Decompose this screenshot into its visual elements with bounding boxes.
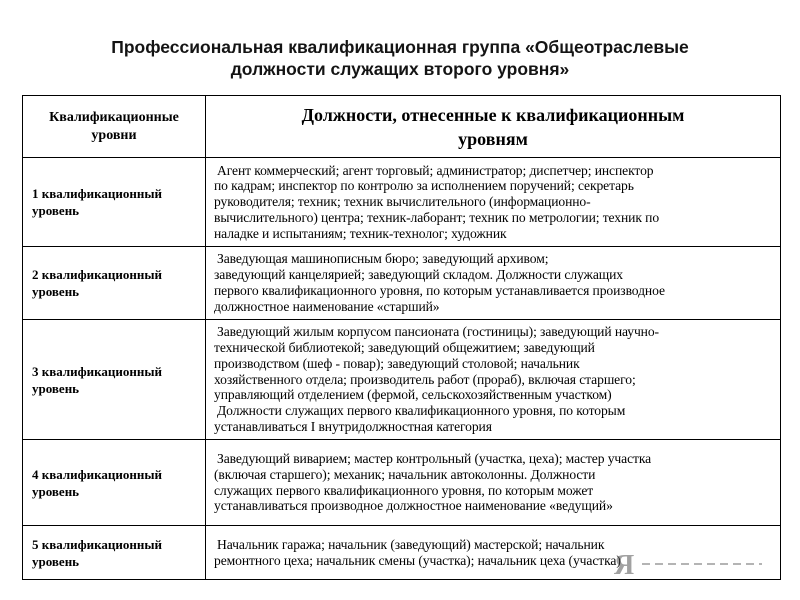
positions-line: устанавливаться производное должностное наименование «ведущий» — [214, 498, 613, 514]
level-cell — [23, 247, 206, 320]
positions-line: наладке и испытаниям; техник-технолог; художник — [214, 225, 507, 241]
qualification-table — [22, 95, 781, 580]
table-header-row — [23, 96, 781, 158]
level-cell — [23, 526, 206, 580]
positions-line: по кадрам; инспектор по контролю за исполнением поручений; секретарь — [214, 178, 634, 194]
table-row — [23, 247, 781, 320]
level-cell — [23, 158, 206, 247]
positions-line: вычислительного) центра; техник-лаборант; техник по метрологии; техник по — [214, 209, 660, 225]
header-levels-line-1: Квалификационные — [49, 109, 179, 125]
table-row — [23, 158, 781, 247]
positions-line: хозяйственного отдела; производитель работ (прораб), включая старшего; — [214, 371, 636, 387]
positions-line: ремонтного цеха; начальник смены (участка); начальник цеха (участка) — [214, 552, 621, 568]
positions-line: (включая старшего); механик; начальник автоколонны. Должности — [214, 466, 596, 482]
positions-line: должностное наименование «старший» — [214, 298, 440, 314]
header-positions — [206, 96, 781, 158]
level-cell — [23, 320, 206, 440]
level-label: 4 квалификационный — [32, 466, 163, 482]
positions-line: управляющий отделением (фермой, сельскохозяйственным участком) — [214, 387, 612, 403]
positions-cell — [206, 158, 781, 247]
level-label: уровень — [32, 203, 80, 218]
watermark-logo — [612, 546, 772, 580]
level-label: уровень — [32, 284, 80, 299]
positions-line: служащих первого квалификационного уровня, по которым может — [214, 482, 594, 498]
header-levels-line-2: уровни — [91, 127, 137, 143]
page-title-line-1: Профессиональная квалификационная группа «Общеотраслевые — [111, 37, 689, 57]
positions-line: Заведующий жилым корпусом пансионата (гостиницы); заведующий научно- — [217, 324, 659, 340]
positions-cell — [206, 247, 781, 320]
table-row — [23, 320, 781, 440]
positions-cell — [206, 320, 781, 440]
level-label: уровень — [32, 483, 80, 499]
positions-line: первого квалификационного уровня, по которым устанавливается производное — [214, 283, 665, 298]
positions-line: руководителя; техник; техник вычислительного (информационно- — [214, 194, 591, 210]
positions-line: Заведующий виварием; мастер контрольный (участка, цеха); мастер участка — [217, 450, 652, 466]
positions-line: Заведующая машинописным бюро; заведующий архивом; — [217, 251, 549, 267]
positions-line: заведующий канцелярией; заведующий складом. Должности служащих — [214, 267, 624, 283]
positions-line: Начальник гаража; начальник (заведующий) мастерской; начальник — [217, 536, 605, 552]
positions-line: технической библиотекой; заведующий общежитием; заведующий — [214, 340, 595, 355]
header-positions-line-1: Должности, отнесенные к квалификационным — [301, 104, 685, 125]
level-cell — [23, 440, 206, 526]
level-label: уровень — [32, 380, 80, 396]
header-positions-line-2: уровням — [458, 128, 528, 149]
positions-line: производством (шеф - повар); заведующий столовой; начальник — [214, 355, 580, 371]
level-label: 2 квалификационный — [32, 267, 163, 282]
table-row — [23, 440, 781, 526]
positions-cell — [206, 440, 781, 526]
level-label: уровень — [32, 553, 80, 569]
page-title — [40, 36, 760, 80]
level-label: 1 квалификационный — [32, 186, 163, 201]
level-label: 5 квалификационный — [32, 536, 163, 552]
level-label: 3 квалификационный — [32, 363, 163, 379]
positions-line: Должности служащих первого квалификационного уровня, по которым — [217, 403, 626, 419]
positions-line: устанавливаться I внутридолжностная категория — [214, 418, 492, 434]
watermark-glyph: Я — [614, 550, 635, 580]
header-levels — [23, 96, 206, 158]
positions-line: Агент коммерческий; агент торговый; администратор; диспетчер; инспектор — [217, 162, 654, 178]
page-title-line-2: должности служащих второго уровня» — [230, 59, 570, 79]
